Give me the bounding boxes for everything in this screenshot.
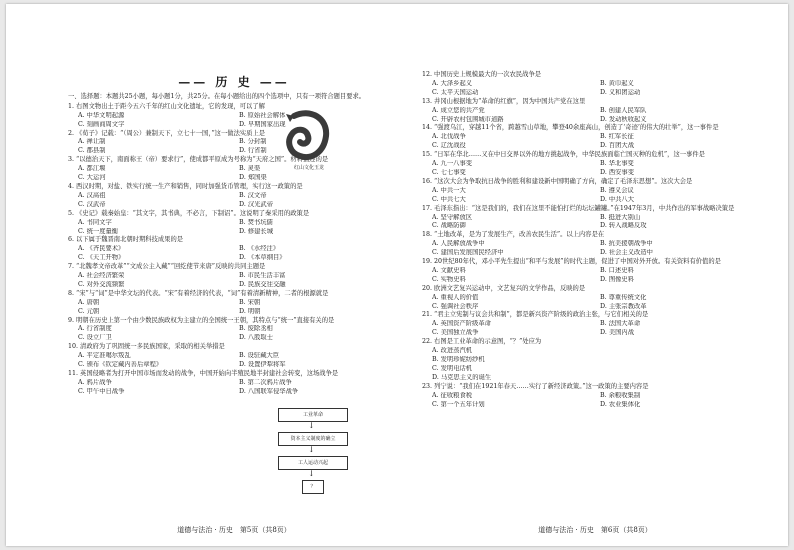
question-stem: 7. “北魏孝文帝改革”“文成公主入藏”“回纥使节来唐”反映的共同主题是: [68, 263, 266, 271]
option-group: [422, 214, 768, 232]
answer-option[interactable]: C. 发明电话机: [432, 364, 473, 372]
right-page-footer: 道德与法治 · 历史 第6页（共8页）: [538, 526, 652, 535]
option-group: [422, 294, 768, 312]
answer-option[interactable]: D. 修建长城: [239, 227, 274, 235]
answer-option[interactable]: C. 甲午中日战争: [78, 387, 125, 395]
answer-option[interactable]: D. 早期国家出现: [239, 120, 286, 128]
option-group: [68, 325, 400, 343]
question-stem: 21. “君主立宪制与议会共和制”，都是新兴资产阶级的政治主张，与它们相关的是: [422, 311, 649, 319]
page-title: —— 历 史 ——: [178, 75, 290, 89]
answer-option[interactable]: A. 英国资产阶级革命: [432, 320, 491, 328]
option-group: [68, 138, 400, 156]
answer-option[interactable]: D. 农业集体化: [600, 400, 641, 408]
answer-option[interactable]: A. 人民解放战争中: [432, 240, 485, 248]
answer-option[interactable]: C. 《天工开物》: [78, 254, 125, 262]
answer-option[interactable]: C. 元朝: [78, 307, 100, 315]
answer-option[interactable]: A. 改进蒸汽机: [432, 347, 473, 355]
option-group: [422, 240, 768, 258]
option-group: [422, 392, 768, 410]
answer-option[interactable]: C. 刻画商周文字: [78, 120, 125, 128]
answer-option[interactable]: A. 唐朝: [78, 298, 100, 306]
answer-option[interactable]: A. 鸦片战争: [78, 378, 112, 386]
answer-option[interactable]: A. 大泽乡起义: [432, 79, 473, 87]
answer-option[interactable]: B. 法国大革命: [600, 320, 641, 328]
answer-option[interactable]: B. 市民生活丰富: [239, 272, 286, 280]
answer-option[interactable]: A. 重视人的价值: [432, 293, 479, 301]
answer-option[interactable]: C. 设立厂卫: [78, 334, 112, 342]
answer-option[interactable]: C. 开辟农村包围城市道路: [432, 115, 504, 123]
answer-option[interactable]: D. 发动秋收起义: [600, 115, 647, 123]
answer-option[interactable]: A. 都江堰: [78, 165, 106, 173]
flow-step: 工业革命: [278, 408, 348, 422]
answer-option[interactable]: D. 汉光武帝: [239, 200, 274, 208]
exam-sheet: [6, 4, 788, 546]
answer-option[interactable]: B. 宋朝: [239, 298, 261, 306]
answer-option[interactable]: B. 抗美援朝战争中: [600, 240, 653, 248]
answer-option[interactable]: A. 九一八事变: [432, 160, 473, 168]
right-question-list: [422, 71, 768, 409]
answer-option[interactable]: A. 文献史料: [432, 266, 466, 274]
option-group: [422, 107, 768, 125]
option-group: [422, 187, 768, 205]
option-group: [68, 165, 400, 183]
jade-dragon-image: [276, 108, 336, 178]
answer-option[interactable]: D. 八股取士: [239, 334, 274, 342]
answer-option[interactable]: C. 颁布《钦定藏内善后章程》: [78, 361, 163, 369]
answer-option[interactable]: D. 社会主义改造中: [600, 249, 653, 257]
answer-option[interactable]: C. 强调社会秩序: [432, 302, 479, 310]
option-group: [422, 80, 768, 98]
answer-option[interactable]: C. 七七事变: [432, 168, 466, 176]
answer-option[interactable]: D. 八国联军侵华战争: [239, 387, 299, 395]
question-stem: 8. “宋”与“词”是中华文坛的代表。“宋”有着经济的代表，“词”有着清新精神，二者的根源就是: [68, 289, 329, 297]
question-stem: 2. 《荀子》记载：“（周公）兼制天下，立七十一国，”这一做法实质上是: [68, 129, 266, 137]
answer-option[interactable]: C. 汉武帝: [78, 200, 106, 208]
answer-option[interactable]: C. 建国后发展国民经济中: [432, 249, 504, 257]
question-stem: 23. 列宁说：“我们在1921年春天……实行了新经济政策。”这一政策的主要内容是: [422, 382, 649, 390]
question-stem: 3. “以德治天下，南面称王（帝）要求行”，使成都平原成为号称为“天府之国”。材料描述的是: [68, 156, 329, 164]
answer-option[interactable]: A. 中华文明起源: [78, 111, 125, 119]
right-page: [422, 4, 768, 546]
answer-option[interactable]: D. 主张宗教改革: [600, 302, 647, 310]
answer-option[interactable]: D. 中共八大: [600, 195, 635, 203]
answer-option[interactable]: C. 郡县制: [78, 147, 106, 155]
answer-option[interactable]: A. 平定准噶尔叛乱: [78, 352, 131, 360]
question-stem: 14. “强渡乌江，穿越11个省，跨越雪山草地，攀登40余座高山，创造了‘奇迹’的伟大的壮举”，这一事件是: [422, 124, 719, 132]
question-stem: 12. 中国历史上规模最大的一次农民战争是: [422, 71, 542, 78]
flow-arrow-icon: ↓: [308, 469, 315, 478]
answer-option[interactable]: B. 红军长征: [600, 133, 634, 141]
question-stem: 6. 以下属于魏晋南北朝时期科技成果的是: [68, 236, 184, 244]
option-group: [68, 272, 400, 290]
left-page: [68, 4, 400, 546]
answer-option[interactable]: C. 战略防御: [432, 222, 466, 230]
answer-option[interactable]: B. 废除丞相: [239, 325, 273, 333]
answer-option[interactable]: A. 征收粮食税: [432, 391, 473, 399]
answer-option[interactable]: C. 太平天国运动: [432, 88, 479, 96]
answer-option[interactable]: D. 义和团运动: [600, 88, 641, 96]
option-group: [422, 320, 768, 338]
answer-option[interactable]: A. 行省制度: [78, 325, 112, 333]
answer-option[interactable]: A. 中共一大: [432, 186, 466, 194]
answer-option[interactable]: B. 创建人民军队: [600, 106, 647, 114]
answer-option[interactable]: A. 《齐民要术》: [78, 245, 125, 253]
answer-option[interactable]: A. 北伐战争: [432, 133, 466, 141]
answer-option[interactable]: C. 辽沈战役: [432, 142, 466, 150]
answer-option[interactable]: A. 社会经济繁荣: [78, 272, 125, 280]
answer-option[interactable]: A. 汉高祖: [78, 191, 106, 199]
answer-option[interactable]: A. 书同文字: [78, 218, 112, 226]
answer-option[interactable]: B. 分封制: [239, 138, 267, 146]
answer-option[interactable]: D. 百团大战: [600, 142, 635, 150]
option-group: [68, 219, 400, 237]
option-group: [68, 192, 400, 210]
answer-option[interactable]: B. 口述史料: [600, 266, 634, 274]
answer-option[interactable]: B. 黄巾起义: [600, 79, 634, 87]
question-stem: 22. 右图是工业革命的示意图，“？”处应为: [422, 338, 542, 346]
flow-arrow-icon: ↓: [308, 445, 315, 454]
question-stem: 11. 英国侵略者为打开中国市场而发动的战争，中国开始向半殖民地半封建社会转变，这场战争是: [68, 370, 339, 377]
answer-option[interactable]: D. 图像史料: [600, 275, 635, 283]
answer-option[interactable]: D. 《本草纲目》: [239, 254, 286, 262]
question-stem: 19. 20世纪80年代，邓小平先生提出“和平与发展”的时代主题，促进了中国对外开放。有关资料有价值的是: [422, 258, 721, 266]
answer-option[interactable]: A. 成立您的共产党: [432, 106, 485, 114]
answer-option[interactable]: B. 第二次鸦片战争: [239, 378, 292, 386]
option-group: [422, 133, 768, 151]
answer-option[interactable]: B. 华北事变: [600, 160, 634, 168]
answer-option[interactable]: B. 汉文帝: [239, 191, 267, 199]
answer-option[interactable]: D. 民族交往交融: [239, 280, 286, 288]
answer-option[interactable]: B. 发明珍妮纺纱机: [432, 356, 485, 363]
answer-option[interactable]: B. 挺进大别山: [600, 213, 641, 221]
answer-option[interactable]: D. 行省制: [239, 147, 267, 155]
option-group: [422, 160, 768, 178]
answer-option[interactable]: C. 中共七大: [432, 195, 466, 203]
section-intro: 一、选择题：本题共25小题，每小题1分，共25分。在每小题给出的四个选项中，只有一项符合题目要求。: [68, 92, 366, 100]
question-stem: 5. 《史记》载秦始皇：“其文字，其书典，不必言，下制诏”。这说明了秦采用的政策是: [68, 209, 310, 217]
question-stem: 15. “日军在华北……又在中日交界以外的地方挑起战争，中华民族面临亡国灭种的危机”，这一事件是: [422, 151, 705, 159]
answer-option[interactable]: C. 统一度量衡: [78, 227, 119, 235]
left-question-list: [68, 103, 400, 397]
answer-option[interactable]: B. 灵渠: [239, 165, 261, 173]
answer-option[interactable]: C. 第一个五年计划: [432, 400, 485, 408]
answer-option[interactable]: C. 对外交流频繁: [78, 280, 125, 288]
flow-step: 工人运动兴起: [278, 456, 348, 470]
option-group: [68, 299, 400, 317]
industrial-flow-diagram: [274, 408, 350, 506]
left-page-footer: 道德与法治 · 历史 第5页（共8页）: [177, 526, 291, 535]
flow-step: 资本主义制度的确立: [278, 432, 348, 446]
question-stem: 17. 毛泽东指出：“这是我们的，我们在这里不能怕打烂的坛坛罐罐。”在1947年3月，中共作出的军事战略决策是: [422, 204, 735, 212]
option-group: [68, 379, 400, 397]
answer-option[interactable]: D. 转入战略反攻: [600, 222, 647, 230]
answer-option[interactable]: B. 设驻藏大臣: [239, 352, 280, 360]
answer-option[interactable]: D. 马克思主义的诞生: [432, 373, 492, 381]
answer-option[interactable]: D. 明朝: [239, 307, 261, 315]
option-group: [68, 245, 400, 263]
answer-option[interactable]: B. 余粮收集制: [600, 391, 641, 399]
answer-option[interactable]: D. 美国内战: [600, 329, 635, 337]
answer-option[interactable]: A. 坚守解放区: [432, 213, 473, 221]
flow-step: ？: [302, 480, 324, 494]
answer-option[interactable]: C. 实物史料: [432, 275, 466, 283]
question-stem: 10. 清政府为了巩固统一多民族国家，采取的相关举措是: [68, 343, 225, 351]
option-group: [68, 352, 400, 370]
answer-option[interactable]: D. 郑国渠: [239, 174, 267, 182]
answer-option[interactable]: D. 西安事变: [600, 168, 635, 176]
question-stem: 9. 明朝在历史上第一个由少数民族政权为主建立的全国统一王朝，其特点与“统一”直接有关的是: [68, 316, 335, 324]
answer-option[interactable]: C. 大运河: [78, 174, 106, 182]
answer-option[interactable]: D. 设置伊犁将军: [239, 361, 286, 369]
question-stem: 1. 右图文物出土于距今五六千年的红山文化遗址，它的发现，可以了解: [68, 102, 265, 110]
question-stem: 16. “这次大会为争取抗日战争的胜利和建设新中国明确了方向，确定了毛泽东思想”。这次大会是: [422, 177, 693, 185]
answer-option[interactable]: B. 原始社会解体: [239, 111, 286, 119]
answer-option[interactable]: B. 遵义会议: [600, 186, 634, 194]
answer-option[interactable]: B. 《水经注》: [239, 245, 280, 253]
answer-option[interactable]: C. 美国独立战争: [432, 329, 479, 337]
option-group: [422, 267, 768, 285]
question-stem: 4. 西汉时期，对盐、铁实行统一生产和销售，同时加强货币管理，实行这一政策的是: [68, 182, 303, 190]
answer-option[interactable]: B. 尊重传统文化: [600, 293, 647, 301]
answer-option[interactable]: B. 焚书坑儒: [239, 218, 273, 226]
option-group: [68, 112, 400, 130]
option-group: [422, 347, 768, 383]
answer-option[interactable]: A. 禅让制: [78, 138, 106, 146]
image-caption: 红山文化玉龙: [294, 165, 325, 171]
question-stem: 13. 井冈山根据地为“革命的红旗”，因为中国共产党在这里: [422, 97, 586, 105]
flow-arrow-icon: ↓: [308, 421, 315, 430]
question-stem: 20. 欧洲文艺复兴运动中，文艺复兴的文学作品，反映的是: [422, 284, 586, 292]
question-stem: 18. “土地改革，是为了发展生产，改善农民生活”。以上内容是在: [422, 231, 605, 239]
